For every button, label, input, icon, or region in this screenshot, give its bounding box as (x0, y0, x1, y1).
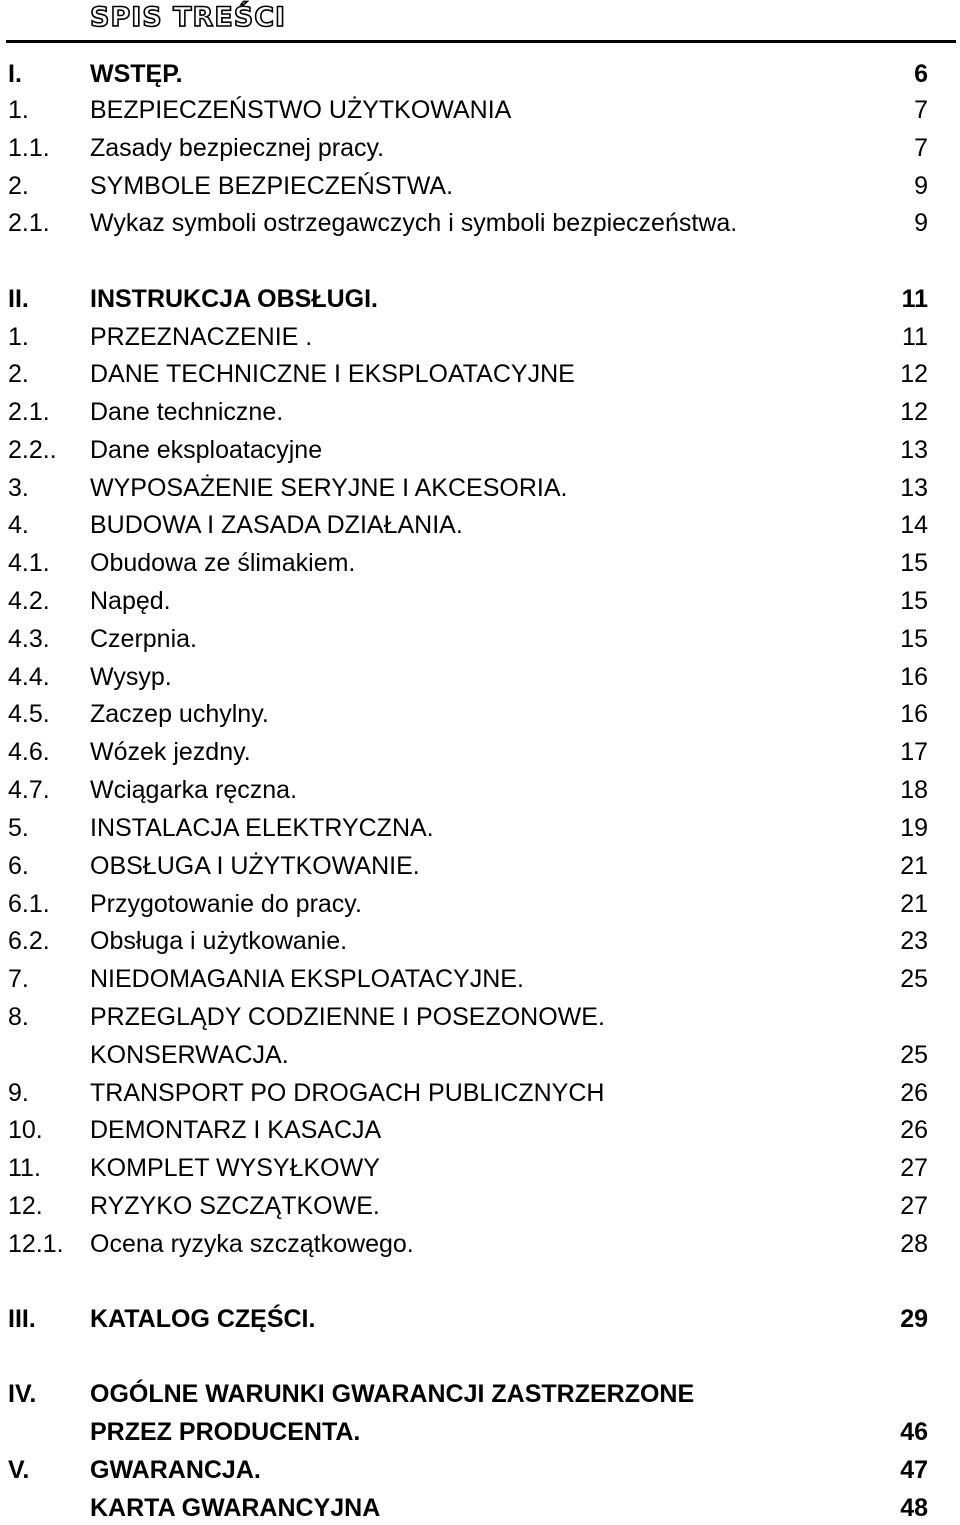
toc-entry-title: PRZEGLĄDY CODZIENNE I POSEZONOWE. (90, 1003, 605, 1031)
toc-entry (0, 697, 960, 731)
toc-entry-number: 4.1. (8, 549, 50, 577)
toc-entry-title: Zaczep uchylny. (90, 700, 269, 728)
toc-entry (0, 471, 960, 505)
toc-entry (0, 169, 960, 203)
toc-entry-number: 4.7. (8, 776, 50, 804)
toc-entry-number: 5. (8, 814, 29, 842)
toc-entry (0, 433, 960, 467)
toc-entry-page: 9 (914, 209, 928, 237)
toc-entry (0, 131, 960, 165)
toc-entry (0, 357, 960, 391)
toc-entry-number: 9. (8, 1079, 29, 1107)
toc-entry (0, 735, 960, 769)
toc-entry (0, 1415, 960, 1449)
toc-entry (0, 395, 960, 429)
toc-entry-title: PRZEZNACZENIE . (90, 323, 313, 351)
toc-entry-number: 2.1. (8, 398, 50, 426)
toc-entry-title: OBSŁUGA I UŻYTKOWANIE. (90, 852, 420, 880)
toc-entry (0, 584, 960, 618)
toc-entry-page: 26 (900, 1116, 928, 1144)
toc-entry (0, 508, 960, 542)
toc-entry (0, 622, 960, 656)
toc-entry-page: 13 (900, 436, 928, 464)
toc-entry (0, 887, 960, 921)
toc-entry (0, 924, 960, 958)
toc-entry (0, 282, 960, 316)
toc-entry-number: 4.3. (8, 625, 50, 653)
toc-entry-number: 1.1. (8, 134, 50, 162)
toc-entry (0, 320, 960, 354)
toc-entry-title: RYZYKO SZCZĄTKOWE. (90, 1192, 380, 1220)
toc-entry-number: 4.6. (8, 738, 50, 766)
toc-entry-page: 12 (900, 398, 928, 426)
toc-entry-title: OGÓLNE WARUNKI GWARANCJI ZASTRZERZONE (90, 1380, 695, 1408)
toc-entry-title: PRZEZ PRODUCENTA. (90, 1418, 361, 1446)
toc-entry-page: 15 (900, 549, 928, 577)
toc-entry (0, 1151, 960, 1185)
toc-entry-page: 17 (900, 738, 928, 766)
toc-entry-number: 4.2. (8, 587, 50, 615)
toc-entry (0, 1189, 960, 1223)
toc-entry-number: 6.1. (8, 890, 50, 918)
toc-entry-number: 8. (8, 1003, 29, 1031)
toc-entry-number: IV. (8, 1380, 37, 1408)
toc-entry-title: INSTRUKCJA OBSŁUGI. (90, 285, 378, 313)
toc-entry-title: DANE TECHNICZNE I EKSPLOATACYJNE (90, 360, 575, 388)
toc-entry-number: I. (8, 60, 22, 88)
toc-entry-title: Wciągarka ręczna. (90, 776, 298, 804)
toc-entry-page: 11 (902, 323, 928, 351)
toc-entry-number: 4.4. (8, 663, 50, 691)
toc-entry-title: GWARANCJA. (90, 1456, 261, 1484)
toc-entry-page: 16 (900, 663, 928, 691)
toc-entry (0, 660, 960, 694)
toc-entry (0, 1038, 960, 1072)
toc-entry (0, 1302, 960, 1336)
toc-entry-title: Napęd. (90, 587, 171, 615)
toc-entry-title: KARTA GWARANCYJNA (90, 1494, 381, 1522)
toc-entry-number: 1. (8, 96, 29, 124)
toc-entry-number: 2. (8, 360, 29, 388)
toc-entry-number: 6.2. (8, 927, 50, 955)
toc-entry-title: INSTALACJA ELEKTRYCZNA. (90, 814, 434, 842)
toc-entry-title: KATALOG CZĘŚCI. (90, 1305, 316, 1333)
toc-entry-page: 7 (914, 134, 928, 162)
toc-entry-page: 23 (900, 927, 928, 955)
toc-entry-number: 6. (8, 852, 29, 880)
toc-entry-title: Wykaz symboli ostrzegawczych i symboli bezpieczeństwa. (90, 209, 738, 237)
toc-entry-title: Wózek jezdny. (90, 738, 251, 766)
toc-entry-page: 21 (900, 852, 928, 880)
toc-entry (0, 93, 960, 127)
toc-entry-page: 16 (900, 700, 928, 728)
toc-entry (0, 1227, 960, 1261)
toc-entry-page: 6 (914, 60, 928, 88)
toc-entry-page: 48 (900, 1494, 928, 1522)
toc-entry-page: 25 (900, 1041, 928, 1069)
toc-entry-number: 2.2.. (8, 436, 57, 464)
toc-entry-page: 18 (900, 776, 928, 804)
toc-entry-title: Obsługa i użytkowanie. (90, 927, 348, 955)
toc-entry-page: 15 (900, 587, 928, 615)
toc-entry-title: Dane eksploatacyjne (90, 436, 323, 464)
toc-entry-number: 1. (8, 323, 29, 351)
toc-entry-page: 28 (900, 1230, 928, 1258)
toc-entry-page: 27 (900, 1154, 928, 1182)
toc-entry (0, 1453, 960, 1487)
toc-entry (0, 1000, 960, 1034)
toc-entry-title: BEZPIECZEŃSTWO UŻYTKOWANIA (90, 96, 512, 124)
toc-entry-title: Czerpnia. (90, 625, 197, 653)
toc-entry-title: Zasady bezpiecznej pracy. (90, 134, 385, 162)
toc-entry-page: 12 (900, 360, 928, 388)
toc-entry-page: 46 (900, 1418, 928, 1446)
toc-entry-title: NIEDOMAGANIA EKSPLOATACYJNE. (90, 965, 524, 993)
toc-entry-number: 2. (8, 172, 29, 200)
toc-entry (0, 1491, 960, 1525)
toc-entry-page: 15 (900, 625, 928, 653)
toc-entry-page: 25 (900, 965, 928, 993)
toc-entry (0, 1076, 960, 1110)
toc-entry-number: 2.1. (8, 209, 50, 237)
toc-entry-page: 19 (900, 814, 928, 842)
toc-entry-number: 7. (8, 965, 29, 993)
toc-entry-title: Obudowa ze ślimakiem. (90, 549, 356, 577)
toc-entry-number: 4.5. (8, 700, 50, 728)
toc-entry-page: 11 (901, 285, 928, 313)
toc-entry (0, 1113, 960, 1147)
page-title: SPIS TREŚCI (90, 2, 287, 33)
toc-entry-title: WSTĘP. (90, 60, 183, 88)
toc-entry-title: TRANSPORT PO DROGACH PUBLICZNYCH (90, 1079, 605, 1107)
toc-entry (0, 773, 960, 807)
toc-entry-title: KONSERWACJA. (90, 1041, 289, 1069)
toc-entry (0, 962, 960, 996)
toc-entry-title: KOMPLET WYSYŁKOWY (90, 1154, 380, 1182)
toc-entry (0, 546, 960, 580)
toc-entry-number: 12.1. (8, 1230, 64, 1258)
toc-entry-title: SYMBOLE BEZPIECZEŃSTWA. (90, 172, 454, 200)
toc-entry-number: 12. (8, 1192, 43, 1220)
toc-entry-number: III. (8, 1305, 36, 1333)
header-divider (6, 40, 956, 43)
toc-entry-title: Dane techniczne. (90, 398, 284, 426)
toc-entry-page: 47 (900, 1456, 928, 1484)
toc-entry-title: BUDOWA I ZASADA DZIAŁANIA. (90, 511, 463, 539)
toc-entry-page: 21 (900, 890, 928, 918)
toc-entry-number: 3. (8, 474, 29, 502)
toc-entry-number: 4. (8, 511, 29, 539)
toc-entry-title: DEMONTARZ I KASACJA (90, 1116, 382, 1144)
toc-entry-number: 10. (8, 1116, 43, 1144)
toc-entry-page: 14 (900, 511, 928, 539)
toc-entry (0, 811, 960, 845)
toc-entry-title: WYPOSAŻENIE SERYJNE I AKCESORIA. (90, 474, 568, 502)
toc-entry (0, 206, 960, 240)
toc-entry-page: 7 (914, 96, 928, 124)
toc-entry-title: Przygotowanie do pracy. (90, 890, 362, 918)
toc-entry-page: 26 (900, 1079, 928, 1107)
toc-entry-title: Ocena ryzyka szczątkowego. (90, 1230, 414, 1258)
toc-entry-number: V. (8, 1456, 30, 1484)
toc-entry (0, 57, 960, 91)
toc-entry (0, 1377, 960, 1411)
toc-entry-number: 11. (8, 1154, 41, 1182)
toc-entry-number: II. (8, 285, 29, 313)
toc-entry-page: 27 (900, 1192, 928, 1220)
toc-entry-title: Wysyp. (90, 663, 172, 691)
toc-entry (0, 849, 960, 883)
toc-entry-page: 9 (914, 172, 928, 200)
toc-entry-page: 13 (900, 474, 928, 502)
toc-entry-page: 29 (900, 1305, 928, 1333)
